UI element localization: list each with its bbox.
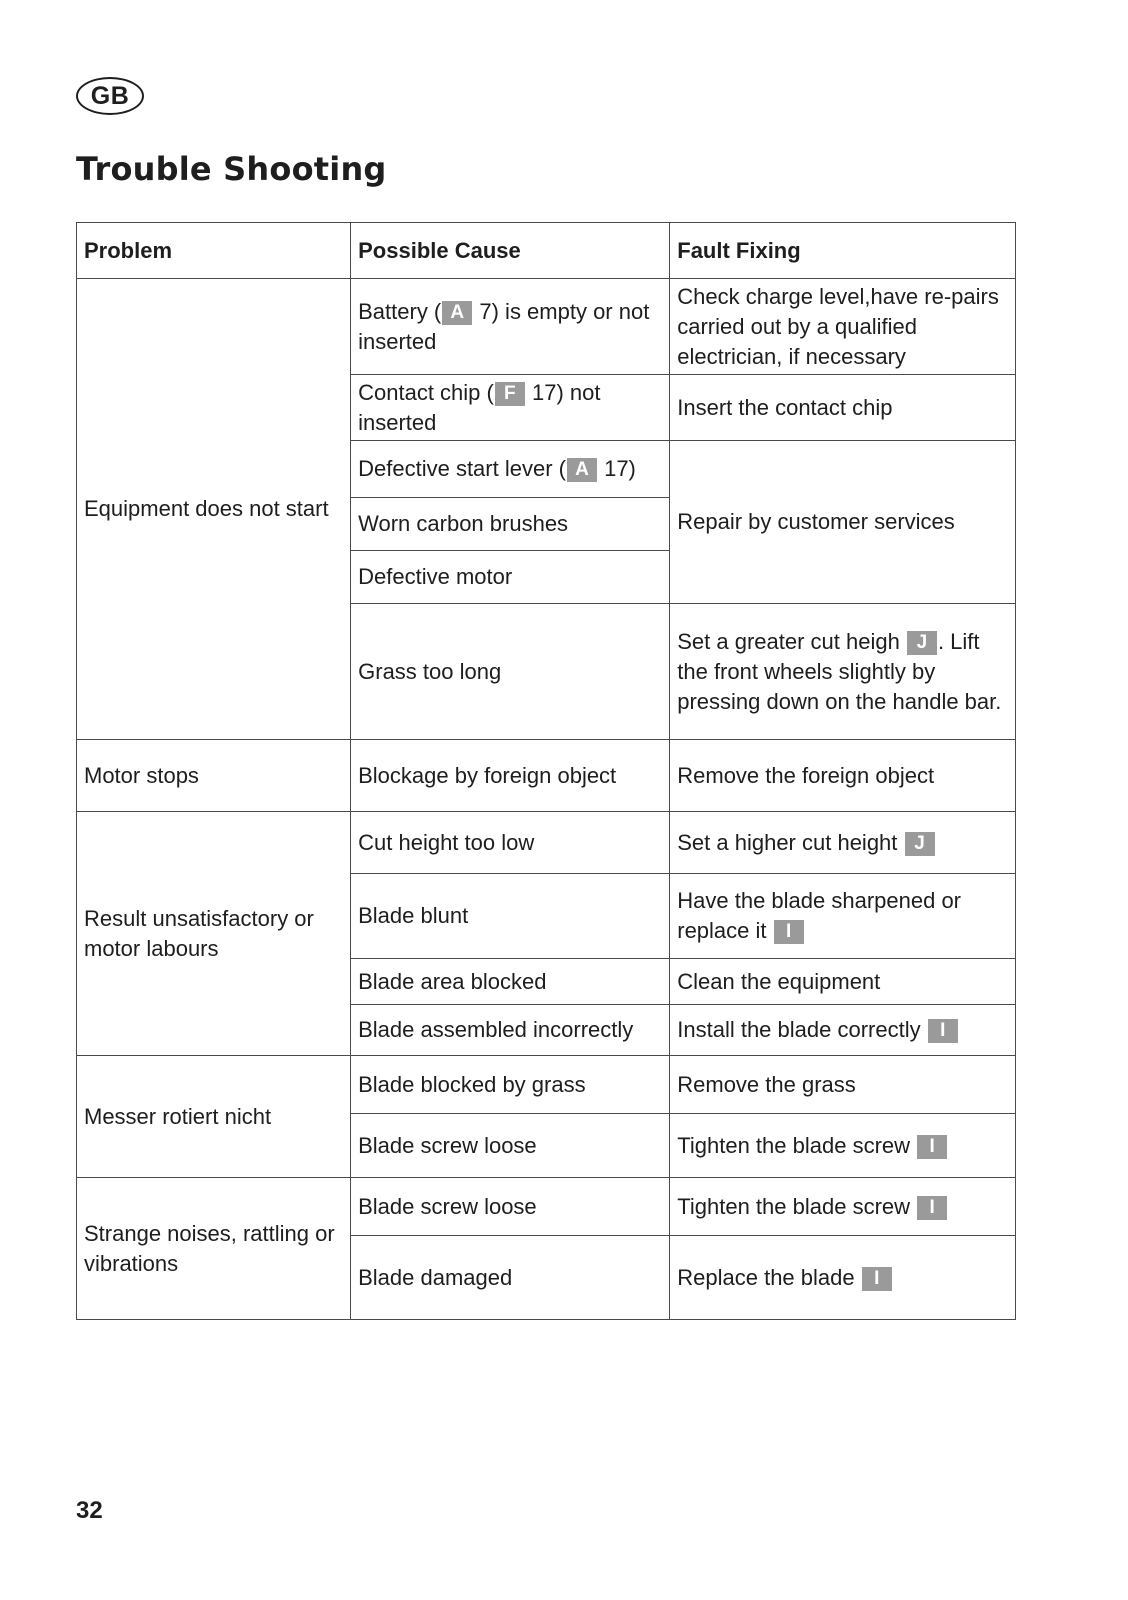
cause-cell: Blade area blocked [351,959,670,1005]
language-badge [76,77,144,115]
cause-cell [351,441,670,498]
table-row [77,740,1016,812]
fix-cell [670,1005,1016,1056]
problem-cell: Motor stops [77,740,351,812]
page-title: Trouble Shooting [76,150,387,188]
cause-cell: Cut height too low [351,812,670,874]
fix-cell [670,1178,1016,1236]
problem-cell: Equipment does not start [77,279,351,740]
fix-text: Replace the blade [677,1264,861,1290]
cause-cell: Grass too long [351,604,670,740]
fix-text: Tighten the blade screw [677,1132,917,1158]
cause-cell: Blade damaged [351,1236,670,1320]
cause-text: Contact chip ( [358,379,494,405]
fix-cell: Remove the foreign object [670,740,1016,812]
cause-cell: Blade blocked by grass [351,1056,670,1114]
header-fault-fixing: Fault Fixing [670,223,1016,279]
fix-cell: Clean the equipment [670,959,1016,1005]
fix-cell [670,874,1016,959]
figure-ref-badge: I [917,1196,947,1220]
fix-cell: Repair by customer services [670,441,1016,604]
table-row [77,1178,1016,1236]
cause-cell: Blade assembled incorrectly [351,1005,670,1056]
page-number: 32 [76,1497,103,1524]
fix-cell [670,1114,1016,1178]
fix-text: Tighten the blade screw [677,1193,917,1219]
cause-cell: Blade blunt [351,874,670,959]
problem-cell: Strange noises, rattling or vibrations [77,1178,351,1320]
figure-ref-badge: F [495,382,525,406]
fix-cell: Insert the contact chip [670,375,1016,441]
fix-cell [670,812,1016,874]
figure-ref-badge: A [442,301,472,325]
fix-cell [670,604,1016,740]
table-row [77,279,1016,375]
troubleshooting-table [76,222,1016,1320]
figure-ref-badge: J [907,631,937,655]
figure-ref-badge: I [862,1267,892,1291]
cause-cell [351,279,670,375]
cause-cell: Defective motor [351,551,670,604]
cause-text: 7) is empty or not inserted [358,298,650,354]
fix-text: Install the blade correctly [677,1017,927,1042]
table-row [77,1056,1016,1114]
cause-cell [351,375,670,441]
cause-cell: Worn carbon brushes [351,498,670,551]
fix-text: Set a greater cut heigh [677,628,906,654]
table-header-row [77,223,1016,279]
cause-cell: Blade screw loose [351,1178,670,1236]
language-code: GB [90,81,130,110]
cause-text: Battery ( [358,298,442,324]
fix-text: Have the blade sharpened or replace it [677,888,962,943]
figure-ref-badge: I [774,920,804,944]
cause-text: 17) not inserted [358,379,601,435]
figure-ref-badge: A [567,458,597,482]
cause-text: Defective start lever ( [358,456,566,481]
fix-text: . Lift the front wheels slightly by pressing down on the handle bar. [677,628,1002,714]
fix-cell: Remove the grass [670,1056,1016,1114]
problem-cell: Messer rotiert nicht [77,1056,351,1178]
header-possible-cause: Possible Cause [351,223,670,279]
cause-text: 17) [597,456,636,481]
table-row [77,812,1016,874]
fix-cell [670,1236,1016,1320]
header-problem: Problem [77,223,351,279]
fix-cell: Check charge level,have re-pairs carried out by a qualified electrician, if necessary [670,279,1016,375]
cause-cell: Blockage by foreign object [351,740,670,812]
figure-ref-badge: I [928,1019,958,1043]
figure-ref-badge: I [917,1135,947,1159]
cause-cell: Blade screw loose [351,1114,670,1178]
fix-text: Set a higher cut height [677,829,904,855]
problem-cell: Result unsatisfactory or motor labours [77,812,351,1056]
figure-ref-badge: J [905,832,935,856]
